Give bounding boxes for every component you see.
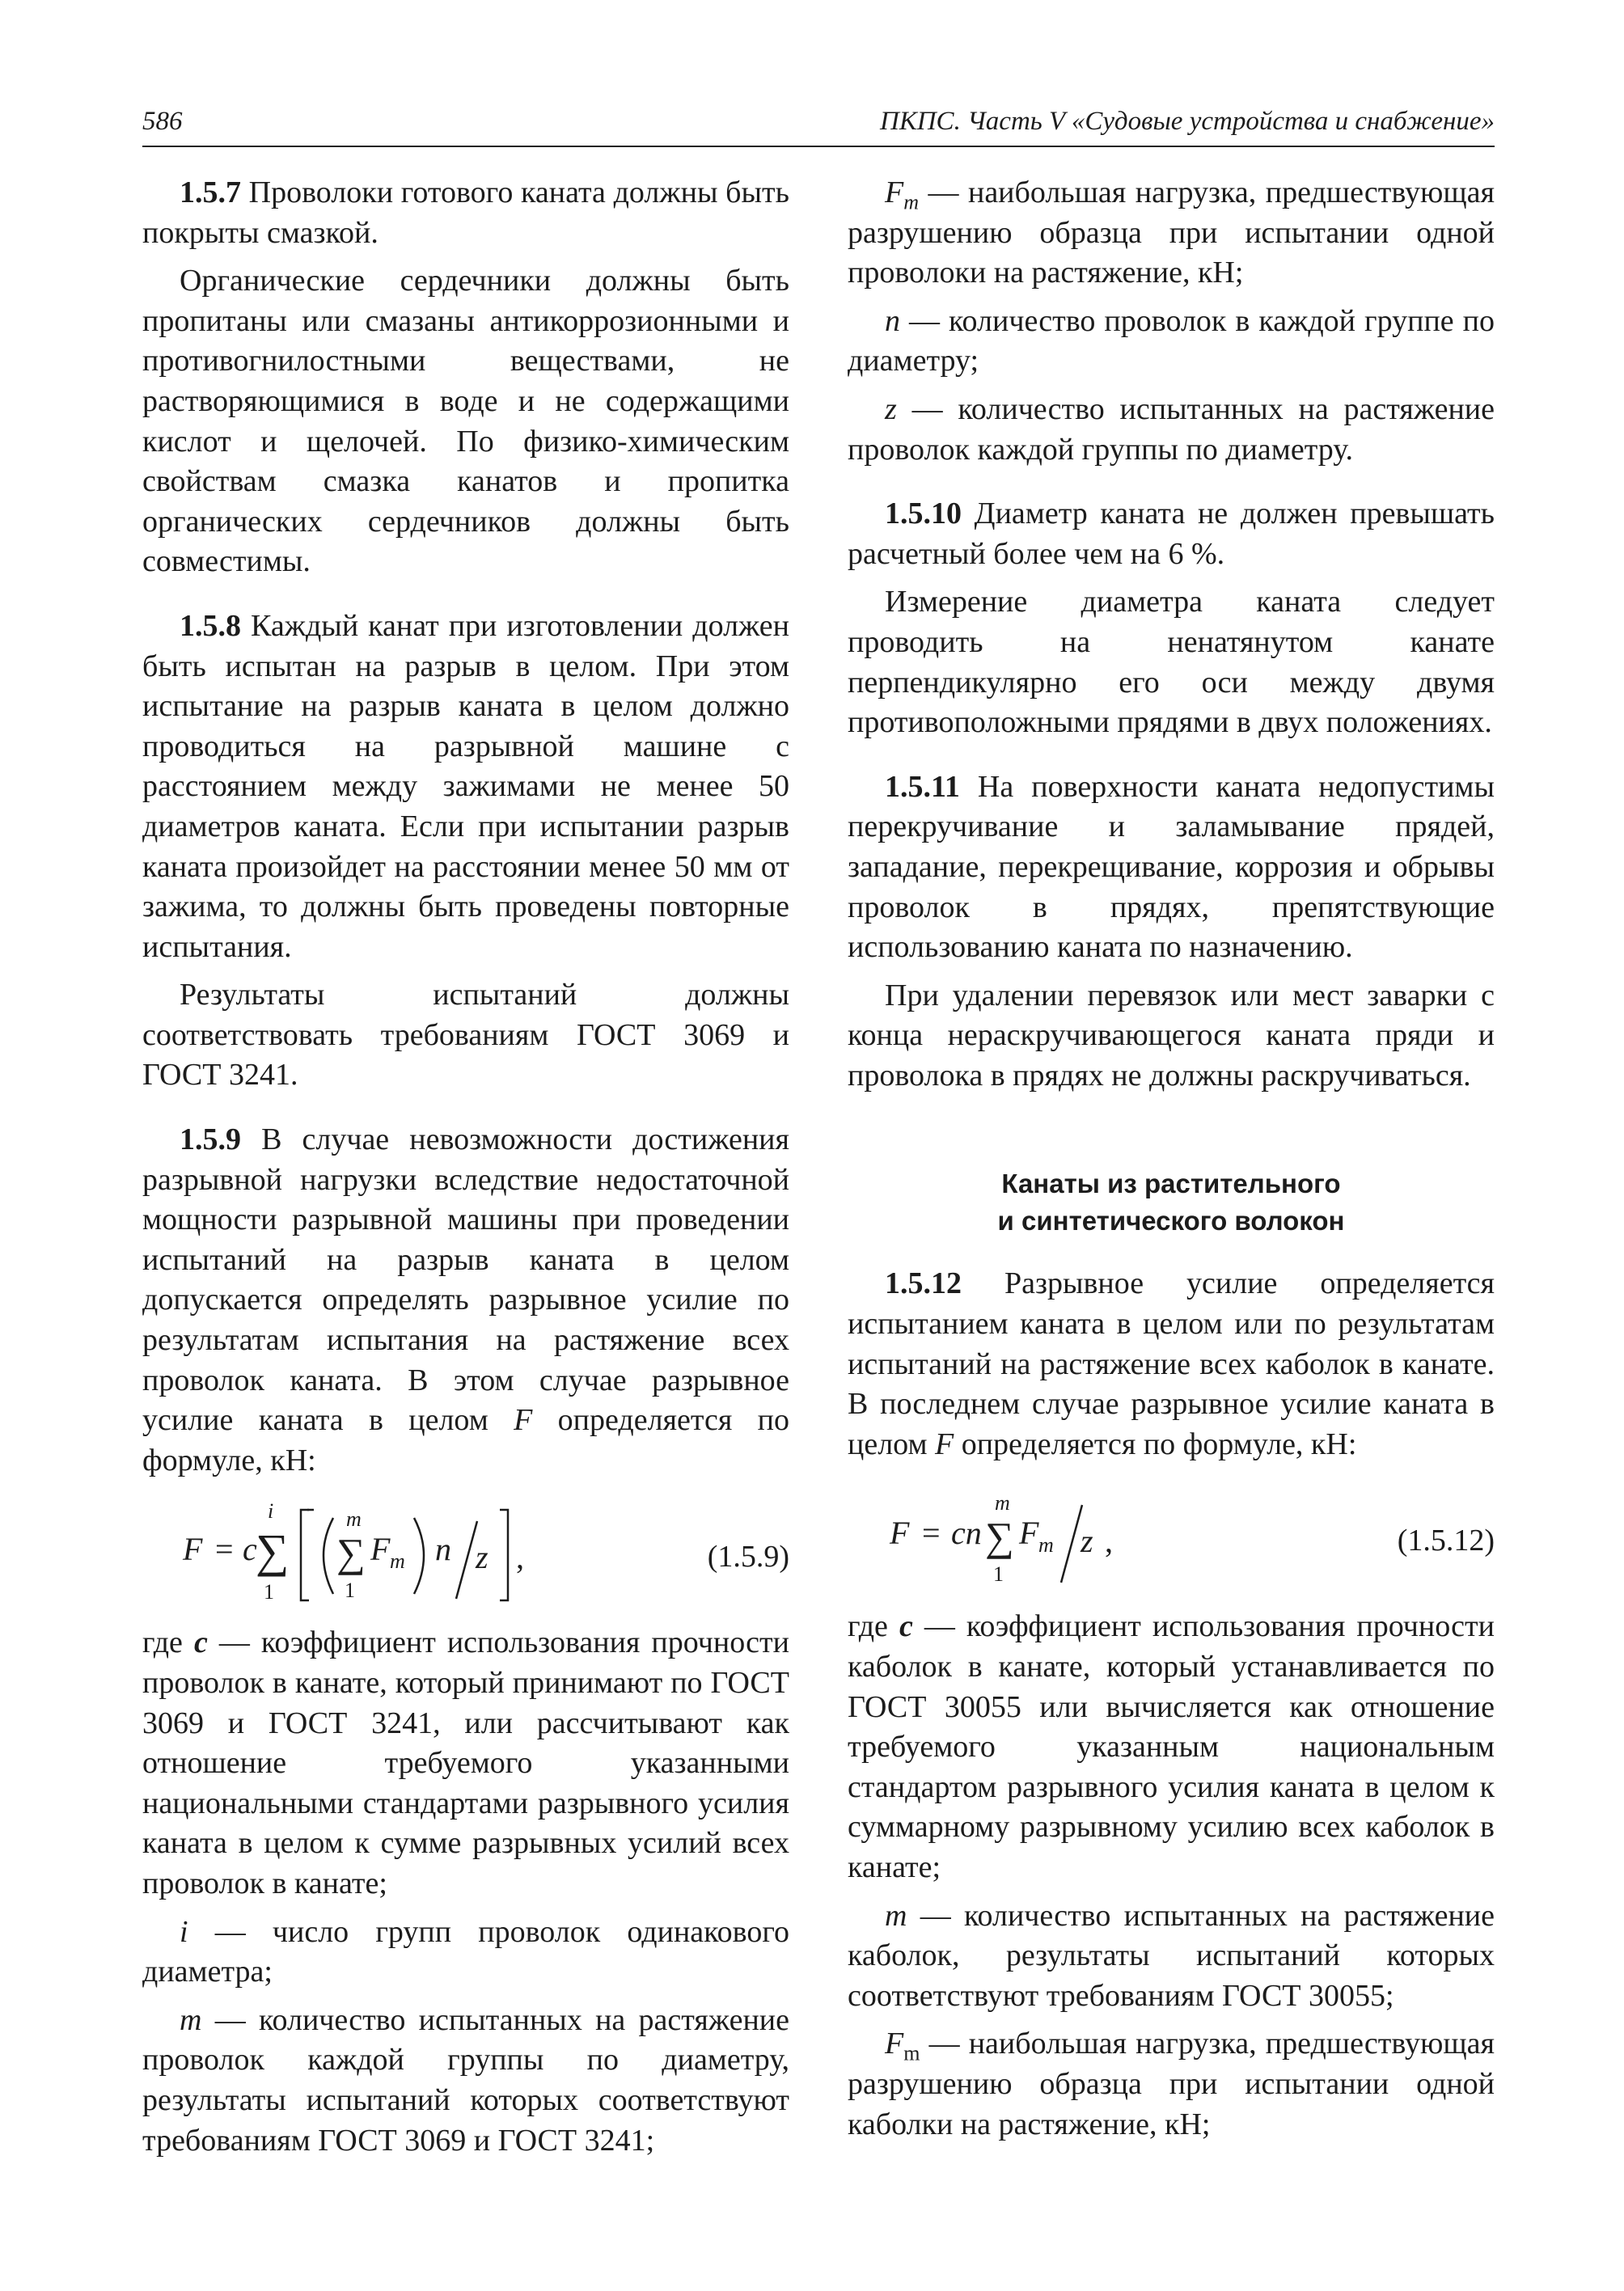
formula-symbol: = (215, 1531, 234, 1568)
right-column (848, 173, 1495, 2158)
definition-fm: $F_m$ — наибольшая нагрузка, предшествующая разрушению образца при испытании одной проволоки на растяжение, кН; (848, 175, 1495, 290)
running-title: ПКПС. Часть V «Судовые устройства и снабжение» (879, 107, 1495, 136)
formula-symbol: 1 (345, 1579, 355, 1603)
definition-fm: $F_m$ — наибольшая нагрузка, предшествующая разрушению образца при испытании одной каболки на растяжение, кН; (848, 2027, 1495, 2141)
definition-n: n — количество проволок в каждой группе по диаметру; (848, 303, 1495, 378)
formula-symbol: 1 (993, 1562, 1004, 1587)
paragraph: Измерение диаметра каната следует проводить на ненатянутом канате перпендикулярно его оси между двумя противоположными прядями в двух положениях. (848, 585, 1495, 740)
page-number: 586 (142, 107, 183, 136)
sigma-symbol: ∑ (256, 1524, 290, 1578)
formula-symbol: F (1019, 1515, 1039, 1552)
formula-1-5-9 (142, 1494, 789, 1615)
paragraph: Результаты испытаний должны соответствовать требованиям ГОСТ 3069 и ГОСТ 3241. (142, 978, 789, 1093)
section-number: 1.5.8 (180, 608, 241, 643)
definition-c: где c — коэффициент использования прочности каболок в канате, который устанавливается по ГОСТ 30055 или вычисляется как отношение требуемого указанным национальным стандартом разрывного усилия каната в целом к суммарному разрывному усилию всех каболок в канате; (848, 1609, 1495, 1884)
paragraph: Органические сердечники должны быть пропитаны или смазаны антикоррозионными и противогнилостными веществами, не растворяющимися в воде и не содержащими кислот и щелочей. По физико-химическим свойствам смазка канатов и пропитка органических сердечников должны быть совместимы. (142, 264, 789, 579)
definition-c: где c — коэффициент использования прочности проволок в канате, который принимают по ГОСТ 3069 и ГОСТ 3241, или рассчитывают как отношение требуемого указанными национальными стандартами разрывного усилия каната в целом к сумме разрывных усилий всех проволок в канате; (142, 1625, 789, 1900)
formula-symbol: 1 (264, 1580, 274, 1604)
paragraph: При удалении перевязок или мест заварки с конца нераскручивающегося каната пряди и проволока в прядях не должны раскручиваться. (848, 978, 1495, 1093)
section-1-5-9: 1.5.9 В случае невозможности достижения разрывной нагрузки вследствие недостаточной мощности разрывной машины при проведении испытаний на разрыв каната в целом допускается определять разрывное усилие по результатам испытания на растяжение всех проволок каната. В этом случае разрывное усилие каната в целом F определяется по формуле, кН: (142, 1122, 789, 1477)
section-1-5-12: 1.5.12 Разрывное усилие определяется испытанием каната в целом или по результатам испытаний на растяжение всех каболок в канате. В последнем случае разрывное усилие каната в целом F определяется по формуле, кН: (848, 1266, 1495, 1461)
section-1-5-7: 1.5.7 Проволоки готового каната должны быть покрыты смазкой. (142, 175, 789, 250)
section-number: 1.5.10 (885, 497, 962, 531)
formula-symbol: c (243, 1531, 257, 1568)
paren-left (324, 1518, 333, 1594)
section-number: 1.5.12 (885, 1266, 962, 1301)
sigma-symbol: ∑ (985, 1514, 1014, 1560)
section-1-5-8: 1.5.8 Каждый канат при изготовлении должен быть испытан на разрыв в целом. При этом испытание на разрыв каната в целом должно проводиться на разрывной машине с расстоянием между зажимами не менее 50 диаметров каната. Если при испытании разрыв каната произойдет на расстоянии менее 50 мм от зажима, то должны быть проведены повторные испытания. (142, 608, 789, 964)
subsection-heading: Канаты из растительного и синтетического волокон (997, 1169, 1345, 1236)
formula-symbol: z (1081, 1523, 1093, 1560)
section-number: 1.5.9 (180, 1122, 241, 1157)
sigma-symbol: ∑ (336, 1530, 366, 1576)
fraction-slash (1061, 1505, 1082, 1583)
formula-symbol: F (183, 1531, 203, 1568)
section-1-5-10: 1.5.10 Диаметр каната не должен превышать расчетный более чем на 6 %. (848, 497, 1495, 571)
formula-symbol: n (435, 1531, 451, 1568)
fraction-slash (456, 1521, 477, 1599)
formula-symbol: , (1105, 1523, 1113, 1560)
formula-symbol: i (268, 1499, 274, 1524)
formula-symbol: F (370, 1531, 391, 1568)
formula-subscript: m (1038, 1533, 1054, 1558)
section-1-5-11: 1.5.11 На поверхности каната недопустимы перекручивание и заламывание прядей, западание, перекрещивание, коррозия и обрывы проволок в прядях, препятствующие использованию каната по назначению. (848, 769, 1495, 965)
page-header (142, 104, 1495, 147)
formula-symbol: cn (951, 1515, 982, 1552)
formula-1-5-12 (848, 1477, 1495, 1599)
formula-symbol: m (995, 1491, 1010, 1515)
formula-symbol: F (890, 1515, 910, 1552)
formula-symbol: = (922, 1515, 941, 1552)
definition-m: m — количество испытанных на растяжение каболок, результаты испытаний которых соответствуют требованиям ГОСТ 30055; (848, 1898, 1495, 2013)
formula-number: (1.5.12) (1397, 1524, 1495, 1558)
paren-right (414, 1518, 424, 1594)
formula-symbol: z (476, 1539, 488, 1576)
formula-symbol: m (346, 1507, 362, 1532)
definition-i: i — число групп проволок одинакового диаметра; (142, 1914, 789, 1989)
section-number: 1.5.7 (180, 175, 241, 209)
section-number: 1.5.11 (885, 769, 960, 804)
bracket-left (301, 1510, 309, 1600)
formula-graphic (848, 1477, 1203, 1599)
formula-subscript: m (390, 1549, 405, 1574)
formula-number: (1.5.9) (707, 1540, 789, 1575)
definition-m: m — количество испытанных на растяжение проволок каждой группы по диаметру, результаты испытаний которых соответствуют требованиям ГОСТ 3069 и ГОСТ 3241; (142, 2002, 789, 2158)
bracket-right (500, 1510, 508, 1600)
definition-z: z — количество испытанных на растяжение проволок каждой группы по диаметру. (848, 391, 1495, 467)
left-column (142, 173, 789, 2174)
formula-symbol: , (516, 1539, 524, 1576)
formula-graphic (142, 1494, 563, 1615)
